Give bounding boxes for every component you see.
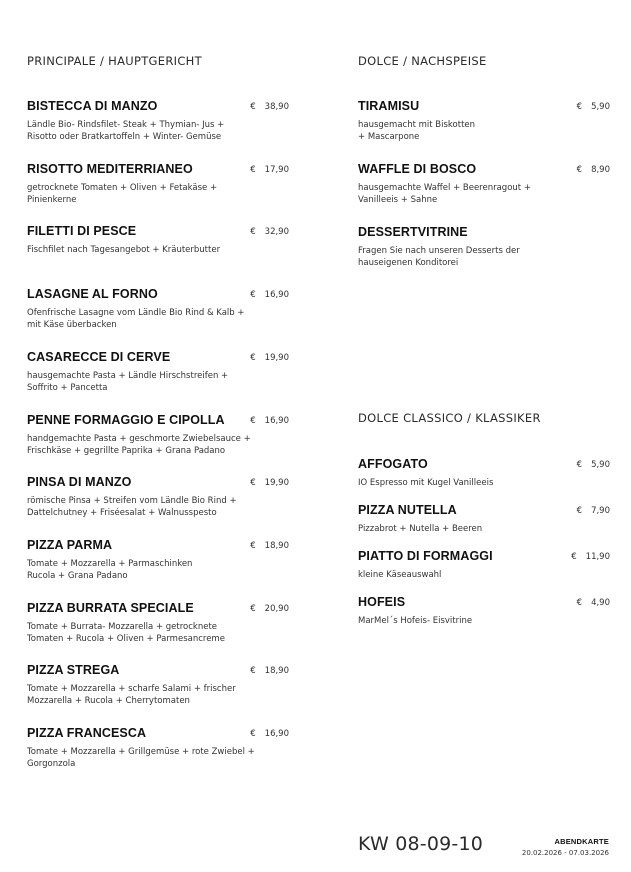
item-description: Tomate + Mozzarella + Grillgemüse + rote Zwiebel + Gorgonzola <box>27 747 255 769</box>
item-description: IO Espresso mit Kugel Vanilleeis <box>358 478 494 488</box>
section-title-dolce: DOLCE / NACHSPEISE <box>358 54 487 68</box>
item-price: € 8,90 <box>576 165 610 175</box>
item-description: Fragen Sie nach unseren Desserts der hauseigenen Konditorei <box>358 246 520 268</box>
item-name: PENNE FORMAGGIO E CIPOLLA <box>27 413 225 427</box>
menu-item <box>27 99 289 143</box>
item-description: hausgemachte Waffel + Beerenragout + Vanilleeis + Sahne <box>358 183 531 205</box>
item-price: € 5,90 <box>576 460 610 470</box>
menu-item <box>27 726 289 770</box>
item-name: AFFOGATO <box>358 457 428 471</box>
item-name: PIZZA PARMA <box>27 538 113 552</box>
menu-item <box>27 287 289 331</box>
item-price: € 38,90 <box>250 102 289 112</box>
item-price: € 16,90 <box>250 416 289 426</box>
menu-item <box>358 595 610 627</box>
item-description: Pizzabrot + Nutella + Beeren <box>358 524 483 534</box>
item-description: Fischfilet nach Tagesangebot + Kräuterbutter <box>27 245 221 255</box>
menu-validity <box>522 837 609 857</box>
item-name: PIZZA BURRATA SPECIALE <box>27 601 194 615</box>
item-price: € 17,90 <box>250 165 289 175</box>
menu-item <box>27 224 289 256</box>
menu-item <box>358 549 610 581</box>
section-title-main: PRINCIPALE / HAUPTGERICHT <box>27 54 202 68</box>
item-price: € 4,90 <box>576 598 610 608</box>
menu-item <box>27 413 289 457</box>
menu-item <box>27 475 289 519</box>
item-name: PIZZA STREGA <box>27 663 120 677</box>
item-description: getrocknete Tomaten + Oliven + Fetakäse + Pinienkerne <box>27 183 218 205</box>
item-name: CASARECCE DI CERVE <box>27 350 171 364</box>
item-name: PINSA DI MANZO <box>27 475 132 489</box>
item-name: PIATTO DI FORMAGGI <box>358 549 493 563</box>
menu-item <box>358 162 610 206</box>
item-name: PIZZA NUTELLA <box>358 503 457 517</box>
item-price: € 16,90 <box>250 290 289 300</box>
item-name: FILETTI DI PESCE <box>27 224 137 238</box>
menu-item <box>27 663 289 707</box>
item-name: DESSERTVITRINE <box>358 225 468 239</box>
menu-item <box>27 538 289 582</box>
item-name: LASAGNE AL FORNO <box>27 287 158 301</box>
item-description: Ofenfrische Lasagne vom Ländle Bio Rind & Kalb + mit Käse überbacken <box>27 308 245 330</box>
item-description: Tomate + Mozzarella + scharfe Salami + frischer Mozzarella + Rucola + Cherrytomaten <box>27 684 236 706</box>
menu-item <box>358 225 610 269</box>
item-description: Tomate + Burrata- Mozzarella + getrocknete Tomaten + Rucola + Oliven + Parmesancreme <box>27 622 225 644</box>
menu-type-label: ABENDKARTE <box>554 837 609 846</box>
item-price: € 32,90 <box>250 227 289 237</box>
item-name: BISTECCA DI MANZO <box>27 99 158 113</box>
section-title-classico: DOLCE CLASSICO / KLASSIKER <box>358 411 541 425</box>
item-price: € 11,90 <box>571 552 610 562</box>
menu-item <box>27 162 289 206</box>
menu-item <box>358 457 610 489</box>
item-name: TIRAMISU <box>358 99 420 113</box>
item-price: € 18,90 <box>250 666 289 676</box>
item-price: € 5,90 <box>576 102 610 112</box>
validity-dates: 20.02.2026 - 07.03.2026 <box>521 849 609 857</box>
item-price: € 19,90 <box>250 353 289 363</box>
week-code: KW 08-09-10 <box>358 833 484 855</box>
item-description: MarMel´s Hofeis- Eisvitrine <box>358 616 473 626</box>
item-description: hausgemachte Pasta + Ländle Hirschstreifen + Soffrito + Pancetta <box>27 371 229 393</box>
menu-item <box>27 601 289 645</box>
item-name: WAFFLE DI BOSCO <box>358 162 477 176</box>
item-name: RISOTTO MEDITERRIANEO <box>27 162 193 176</box>
item-description: Tomate + Mozzarella + Parmaschinken Rucola + Grana Padano <box>27 559 193 581</box>
item-price: € 19,90 <box>250 478 289 488</box>
item-description: kleine Käseauswahl <box>358 570 442 580</box>
item-name: HOFEIS <box>358 595 406 609</box>
item-description: hausgemacht mit Biskotten + Mascarpone <box>358 120 476 142</box>
menu-item <box>27 350 289 394</box>
menu-item <box>358 99 610 143</box>
item-description: römische Pinsa + Streifen vom Ländle Bio Rind + Dattelchutney + Friséesalat + Walnusspesto <box>27 496 237 518</box>
item-price: € 7,90 <box>576 506 610 516</box>
item-name: PIZZA FRANCESCA <box>27 726 147 740</box>
item-description: handgemachte Pasta + geschmorte Zwiebelsauce + Frischkäse + gegrillte Paprika + Grana Padano <box>27 434 251 456</box>
item-description: Ländle Bio- Rindsfilet- Steak + Thymian- Jus + Risotto oder Bratkartoffeln + Winter- Gemüse <box>27 120 225 142</box>
menu-item <box>358 503 610 535</box>
item-price: € 18,90 <box>250 541 289 551</box>
item-price: € 20,90 <box>250 604 289 614</box>
item-price: € 16,90 <box>250 729 289 739</box>
